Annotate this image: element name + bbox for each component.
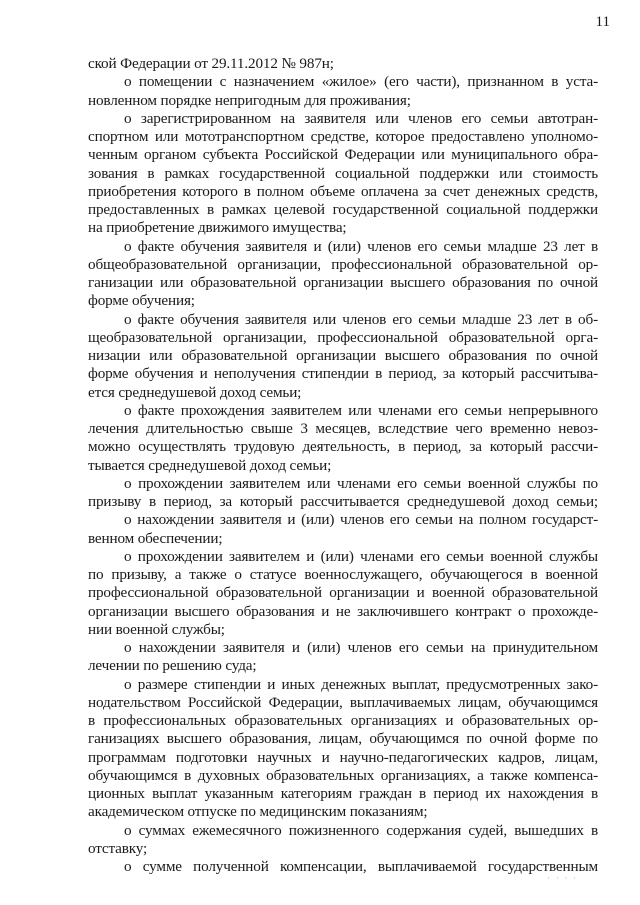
text-line: спортном или мототранспортном средстве, которое предоставлено уполномо- (88, 128, 598, 145)
text-line: обучающимся в духовных образовательных организациях, а также компенса- (88, 766, 598, 784)
text-line: низации или образовательной организации высшего образования по очной (88, 347, 598, 364)
text-line: нии военной службы; (88, 620, 225, 638)
text-line: приобретения которого в полном объеме оплачена за счет денежных средств, (88, 182, 598, 200)
text-line: лечении по решению суда; (88, 657, 257, 675)
text-line: о факте обучения заявителя или членов его семьи младше 23 лет в об- (124, 310, 598, 328)
text-line: о факте прохождения заявителем или членами его семьи непрерывного (124, 401, 598, 419)
page-number: 11 (595, 14, 610, 30)
text-line: призыву в период, за который рассчитывается среднедушевой доход семьи; (88, 493, 598, 510)
text-line: о прохождении заявителем или членами его семьи военной службы по (124, 474, 598, 492)
text-line: отставку; (88, 839, 148, 857)
text-line: нодательством Российской Федерации, выплачиваемых лицам, обучающимся (88, 693, 598, 711)
text-line: ской Федерации от 29.11.2012 № 987н; (88, 55, 334, 72)
text-line: о нахождении заявителя и (или) членов его семьи на принудительном (124, 639, 598, 656)
text-line: о помещении с назначением «жилое» (его части), признанном в уста- (124, 73, 598, 91)
text-line: новленном порядке непригодным для проживания; (88, 91, 411, 109)
text-line: по призыву, а также о статусе военнослужащего, обучающегося в военной (88, 566, 598, 583)
text-line: форме обучения; (88, 292, 195, 310)
text-line: профессиональной образовательной организации и военной образовательной (88, 584, 598, 602)
text-line: о размере стипендии и иных денежных выплат, предусмотренных зако- (124, 675, 598, 693)
text-line: ченным органом субъекта Российской Федерации или муниципального обра- (88, 146, 598, 164)
document-body (88, 55, 598, 876)
text-line: венном обеспечении; (88, 529, 223, 547)
text-line: можно осуществлять трудовую деятельность, в период, за который рассчи- (88, 438, 598, 456)
text-line: тывается среднедушевой доход семьи; (88, 456, 332, 474)
text-line: о нахождении заявителя и (или) членов его семьи на полном государст- (124, 511, 598, 529)
text-line: ется среднедушевой доход семьи; (88, 383, 302, 401)
text-line: о суммах ежемесячного пожизненного содержания судей, вышедших в (124, 821, 598, 839)
text-line: ционных выплат указанным категориям граждан в период их нахождения в (88, 785, 598, 802)
text-line: о прохождении заявителем и (или) членами его семьи военной службы (124, 547, 598, 565)
text-line: академическом отпуске по медицинским показаниям; (88, 803, 428, 821)
text-line: о факте обучения заявителя и (или) членов его семьи младше 23 лет в (124, 237, 598, 255)
text-line: ганизациях высшего образования, лицам, обучающимся по очной форме по (88, 730, 598, 748)
text-line: форме обучения и неполучения стипендии в период, за который рассчитыва- (88, 365, 598, 383)
text-line: лечения длительностью свыше 3 месяцев, вследствие чего временно невоз- (88, 420, 598, 437)
text-line: о сумме полученной компенсации, выплачиваемой государственным (124, 858, 598, 875)
text-line: предоставленных в рамках целевой государственной социальной поддержки (88, 201, 598, 218)
text-line: ганизации или образовательной организации высшего образования по очной (88, 274, 598, 291)
text-line: на приобретение движимого имущества; (88, 219, 347, 237)
text-line: щеобразовательной организации, профессиональной образовательной орга- (88, 328, 598, 346)
text-line: о зарегистрированном на заявителя или членов его семьи автотран- (124, 109, 598, 127)
text-line: в профессиональных образовательных организациях и образовательных ор- (88, 712, 598, 729)
text-line: зования в рамках государственной социальной поддержки или стоимость (88, 164, 598, 182)
scan-artifact: · · · · (547, 874, 578, 883)
text-line: программам подготовки научных и научно-педагогических кадров, лицам, (88, 748, 598, 766)
text-line: организации высшего образования и не заключившего контракт о прохожде- (88, 602, 598, 620)
text-line: общеобразовательной организации, профессиональной образовательной ор- (88, 255, 598, 273)
